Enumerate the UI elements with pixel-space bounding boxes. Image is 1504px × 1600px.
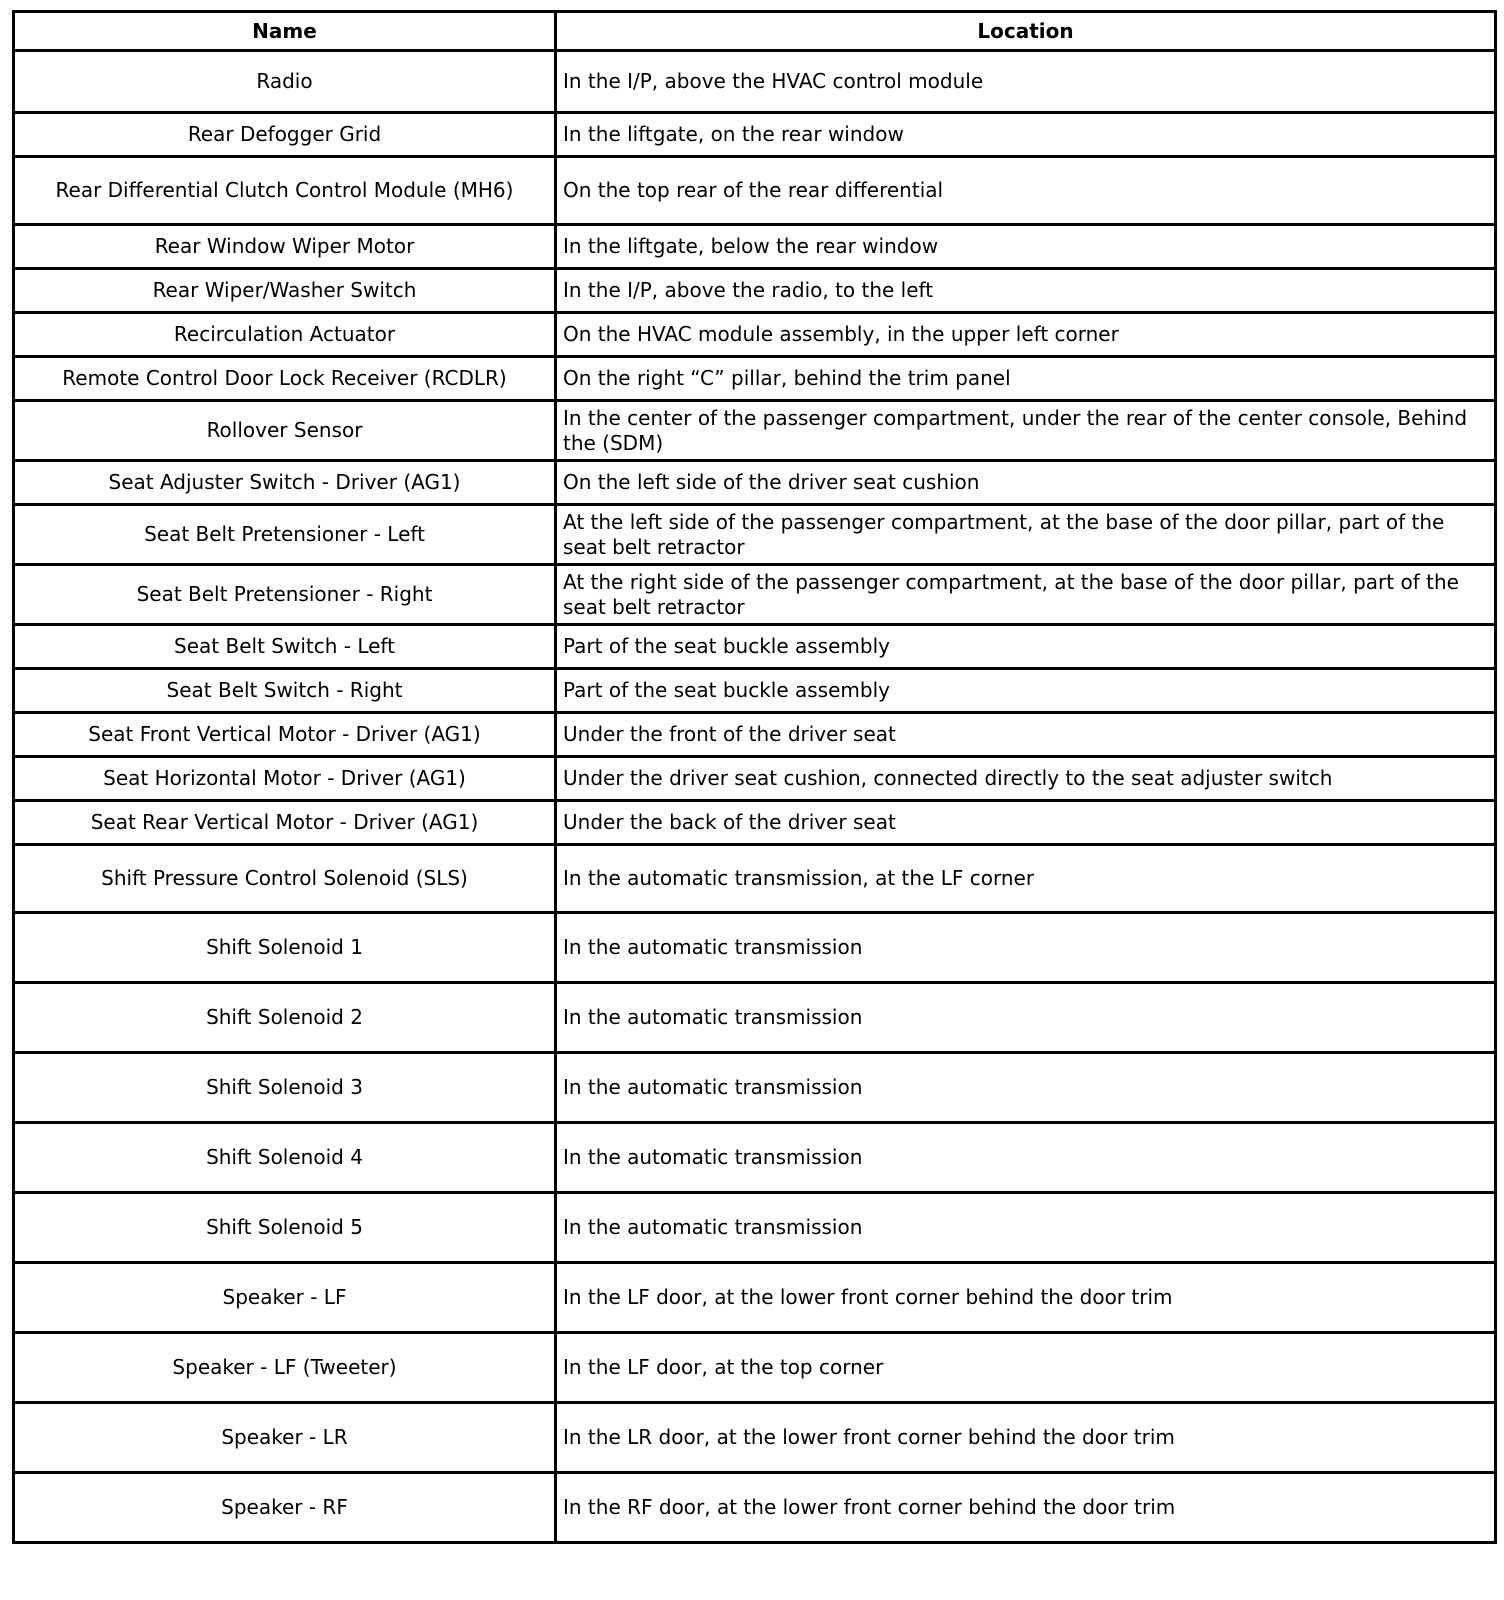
cell-location: On the HVAC module assembly, in the upper left corner xyxy=(556,313,1496,357)
table-row xyxy=(14,401,1496,461)
cell-name: Shift Solenoid 2 xyxy=(14,983,556,1053)
table-row xyxy=(14,1123,1496,1193)
cell-name: Seat Rear Vertical Motor - Driver (AG1) xyxy=(14,801,556,845)
cell-location: In the automatic transmission xyxy=(556,1123,1496,1193)
cell-location: Part of the seat buckle assembly xyxy=(556,625,1496,669)
cell-location: In the automatic transmission xyxy=(556,1193,1496,1263)
table-row xyxy=(14,1263,1496,1333)
cell-location: At the left side of the passenger compartment, at the base of the door pillar, part of the seat belt retractor xyxy=(556,505,1496,565)
cell-name: Seat Belt Pretensioner - Left xyxy=(14,505,556,565)
column-header-name: Name xyxy=(14,12,556,51)
cell-name: Seat Horizontal Motor - Driver (AG1) xyxy=(14,757,556,801)
table-row xyxy=(14,1193,1496,1263)
cell-name: Seat Front Vertical Motor - Driver (AG1) xyxy=(14,713,556,757)
table-row xyxy=(14,269,1496,313)
cell-name: Seat Belt Switch - Left xyxy=(14,625,556,669)
cell-name: Shift Solenoid 3 xyxy=(14,1053,556,1123)
cell-name: Rollover Sensor xyxy=(14,401,556,461)
table-row xyxy=(14,113,1496,157)
table-row xyxy=(14,51,1496,113)
table-row xyxy=(14,669,1496,713)
cell-name: Shift Solenoid 1 xyxy=(14,913,556,983)
table-row xyxy=(14,313,1496,357)
table-row xyxy=(14,505,1496,565)
cell-location: At the right side of the passenger compartment, at the base of the door pillar, part of the seat belt retractor xyxy=(556,565,1496,625)
cell-location: In the automatic transmission xyxy=(556,913,1496,983)
cell-name: Seat Adjuster Switch - Driver (AG1) xyxy=(14,461,556,505)
cell-name: Shift Solenoid 5 xyxy=(14,1193,556,1263)
table-body xyxy=(14,51,1496,1543)
table-row xyxy=(14,713,1496,757)
table-row xyxy=(14,913,1496,983)
cell-name: Seat Belt Switch - Right xyxy=(14,669,556,713)
table-row xyxy=(14,625,1496,669)
table-row xyxy=(14,461,1496,505)
table-row xyxy=(14,225,1496,269)
table-row xyxy=(14,845,1496,913)
cell-location: Under the driver seat cushion, connected directly to the seat adjuster switch xyxy=(556,757,1496,801)
cell-location: In the LF door, at the lower front corner behind the door trim xyxy=(556,1263,1496,1333)
table-row xyxy=(14,1333,1496,1403)
table-header-row xyxy=(14,12,1496,51)
table-row xyxy=(14,1473,1496,1543)
table-row xyxy=(14,1403,1496,1473)
cell-location: In the I/P, above the HVAC control module xyxy=(556,51,1496,113)
cell-location: In the liftgate, below the rear window xyxy=(556,225,1496,269)
table-row xyxy=(14,565,1496,625)
table-row xyxy=(14,983,1496,1053)
cell-location: In the automatic transmission xyxy=(556,1053,1496,1123)
cell-name: Recirculation Actuator xyxy=(14,313,556,357)
page-bottom-edge xyxy=(0,1590,1504,1600)
cell-name: Rear Differential Clutch Control Module (MH6) xyxy=(14,157,556,225)
cell-location: In the liftgate, on the rear window xyxy=(556,113,1496,157)
cell-location: On the left side of the driver seat cushion xyxy=(556,461,1496,505)
cell-location: Part of the seat buckle assembly xyxy=(556,669,1496,713)
table-row xyxy=(14,1053,1496,1123)
cell-location: In the automatic transmission xyxy=(556,983,1496,1053)
cell-name: Seat Belt Pretensioner - Right xyxy=(14,565,556,625)
cell-name: Rear Defogger Grid xyxy=(14,113,556,157)
table-row xyxy=(14,357,1496,401)
table-row xyxy=(14,757,1496,801)
table-row xyxy=(14,801,1496,845)
cell-location: On the top rear of the rear differential xyxy=(556,157,1496,225)
cell-name: Speaker - LR xyxy=(14,1403,556,1473)
cell-name: Rear Window Wiper Motor xyxy=(14,225,556,269)
cell-location: On the right “C” pillar, behind the trim panel xyxy=(556,357,1496,401)
cell-location: In the LR door, at the lower front corner behind the door trim xyxy=(556,1403,1496,1473)
cell-location: Under the back of the driver seat xyxy=(556,801,1496,845)
cell-name: Rear Wiper/Washer Switch xyxy=(14,269,556,313)
cell-name: Remote Control Door Lock Receiver (RCDLR) xyxy=(14,357,556,401)
cell-location: Under the front of the driver seat xyxy=(556,713,1496,757)
cell-location: In the I/P, above the radio, to the left xyxy=(556,269,1496,313)
component-location-table xyxy=(12,10,1497,1544)
cell-name: Speaker - LF (Tweeter) xyxy=(14,1333,556,1403)
cell-name: Speaker - RF xyxy=(14,1473,556,1543)
cell-location: In the center of the passenger compartment, under the rear of the center console, Behind the (SDM) xyxy=(556,401,1496,461)
cell-name: Radio xyxy=(14,51,556,113)
column-header-location: Location xyxy=(556,12,1496,51)
cell-name: Shift Solenoid 4 xyxy=(14,1123,556,1193)
table-row xyxy=(14,157,1496,225)
cell-location: In the automatic transmission, at the LF corner xyxy=(556,845,1496,913)
cell-name: Shift Pressure Control Solenoid (SLS) xyxy=(14,845,556,913)
cell-location: In the LF door, at the top corner xyxy=(556,1333,1496,1403)
cell-location: In the RF door, at the lower front corner behind the door trim xyxy=(556,1473,1496,1543)
cell-name: Speaker - LF xyxy=(14,1263,556,1333)
